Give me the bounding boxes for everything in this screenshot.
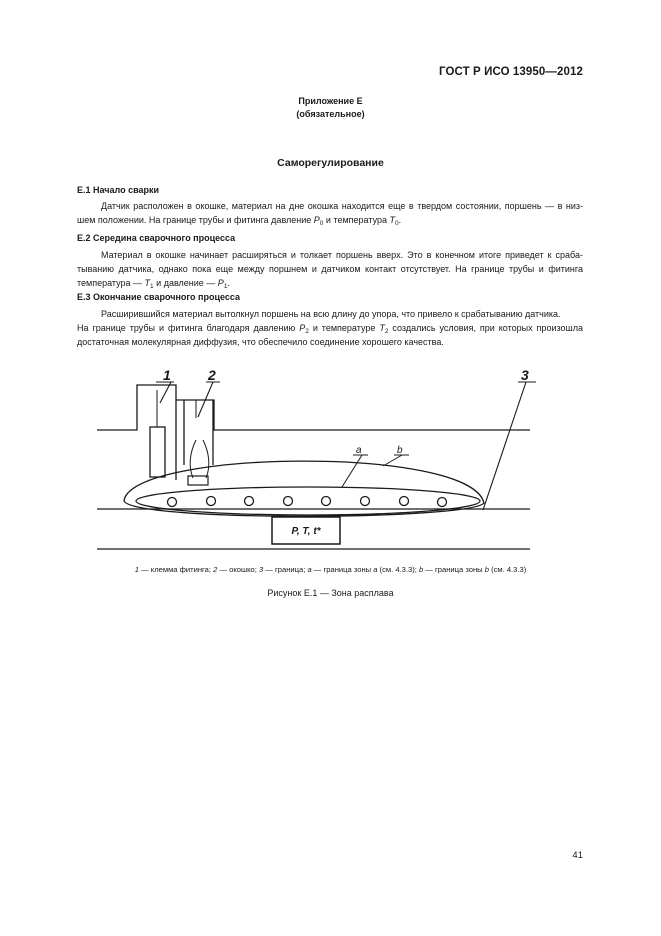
text-fragment: создались условия, при которых произошла xyxy=(388,323,583,333)
variable-p: P xyxy=(217,278,224,288)
subscript: 1 xyxy=(150,283,154,290)
clause-heading-e2: E.2 Середина сварочного процесса xyxy=(77,233,236,243)
text-fragment: Расширившийся материал вытолкнул поршень на всю длину до упора, что привело к срабатыванию датчика. xyxy=(101,309,561,319)
legend-text: — клемма фитинга; xyxy=(138,565,214,574)
text-fragment: достаточная молекулярная диффузия, что обеспечило соединение хорошего качества. xyxy=(77,337,444,347)
text-fragment: и температура xyxy=(323,215,390,225)
clause-heading-e3: E.3 Окончание сварочного процесса xyxy=(77,292,240,302)
wire-turn xyxy=(438,498,447,507)
legend-text: — граница зоны xyxy=(423,565,485,574)
wire-turn xyxy=(322,497,331,506)
legend-key: b xyxy=(418,565,424,574)
legend-text: — граница; xyxy=(263,565,308,574)
melt-zone-a-boundary xyxy=(136,487,480,515)
text-fragment: шем положении. На границе трубы и фитинга давление xyxy=(77,215,314,225)
subscript: 0 xyxy=(395,220,399,227)
section-title: Саморегулирование xyxy=(277,157,384,169)
subscript: 1 xyxy=(223,283,228,290)
text-fragment: Материал в окошке начинает расширяться и толкает поршень вверх. Это в конечном итоге приведет к сраба- xyxy=(101,250,583,260)
wire-turn xyxy=(168,498,177,507)
legend-text: — граница зоны xyxy=(311,565,374,574)
text-fragment: тыванию датчика, однако пока еще между поршнем и датчиком контакт отсутствует. На границе трубы и фитинга xyxy=(77,264,583,274)
wire-turn xyxy=(361,497,370,506)
legend-key: a xyxy=(373,565,378,574)
callout-a: a xyxy=(356,445,362,456)
variable-p: P xyxy=(299,323,306,333)
text-fragment: . xyxy=(227,278,230,288)
legend-key: 2 xyxy=(213,565,218,574)
wire-turn xyxy=(207,497,216,506)
leader-a xyxy=(342,455,368,487)
clause-heading-e1: E.1 Начало сварки xyxy=(77,185,160,195)
callout-b: b xyxy=(397,445,403,456)
text-fragment: На границе трубы и фитинга благодаря давлению xyxy=(77,323,300,333)
wire-turn xyxy=(245,497,254,506)
document-standard-header: ГОСТ Р ИСО 13950—2012 xyxy=(438,66,583,78)
text-fragment: температура — xyxy=(77,278,145,288)
measurement-box-label: P, T, t* xyxy=(291,526,321,537)
leader-b xyxy=(383,455,409,466)
text-fragment: . xyxy=(398,215,402,225)
fitting-outline xyxy=(97,385,530,430)
variable-p: P xyxy=(313,215,320,225)
callout-3: 3 xyxy=(521,367,529,383)
page-number: 41 xyxy=(572,850,583,861)
legend-key: 3 xyxy=(258,565,264,574)
terminal-pin xyxy=(150,427,165,477)
leader-3 xyxy=(483,382,536,510)
callout-2: 2 xyxy=(208,367,216,383)
legend-key: b xyxy=(484,565,489,574)
heating-wire-turns xyxy=(168,497,447,507)
piston xyxy=(188,476,208,485)
figure-legend xyxy=(0,565,661,574)
subscript: 2 xyxy=(305,328,309,335)
subscript: 2 xyxy=(384,328,389,335)
legend-text: (см. 4.3.3) xyxy=(488,565,527,574)
melt-flow-arrow-left xyxy=(190,440,196,478)
annex-status: (обязательное) xyxy=(296,109,365,119)
annex-title: Приложение E xyxy=(298,96,363,106)
wire-turn xyxy=(284,497,293,506)
text-fragment: и давление — xyxy=(153,278,218,288)
legend-text: — окошко; xyxy=(217,565,259,574)
melt-zone-b-boundary xyxy=(124,461,484,516)
legend-key: a xyxy=(307,565,312,574)
legend-key: 1 xyxy=(134,565,139,574)
melt-flow-arrow-right xyxy=(203,440,209,478)
variable-t: T xyxy=(144,278,151,288)
callout-1: 1 xyxy=(163,367,171,383)
wire-turn xyxy=(400,497,409,506)
variable-t: T xyxy=(379,323,385,333)
text-fragment: и температуре xyxy=(308,323,380,333)
figure-title: Рисунок E.1 — Зона расплава xyxy=(267,588,394,598)
subscript: 0 xyxy=(319,220,324,227)
text-fragment: Датчик расположен в окошке, материал на дне окошка находится еще в твердом состоянии, поршень — в низ- xyxy=(101,201,583,211)
legend-text: (см. 4.3.3); xyxy=(377,565,419,574)
variable-t: T xyxy=(389,215,395,225)
